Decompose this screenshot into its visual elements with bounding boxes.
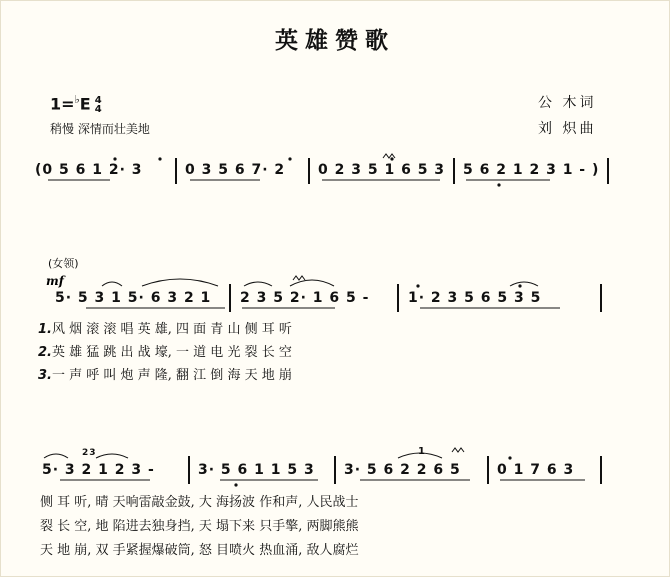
- high-dot: [508, 456, 511, 459]
- flat-sign: ♭: [74, 93, 80, 106]
- grace-note: 23: [82, 448, 97, 458]
- mordent-mark: [293, 276, 305, 280]
- mordent-mark: [452, 448, 464, 452]
- slur: [398, 453, 442, 458]
- composer-credit: 刘 炽曲: [538, 121, 597, 137]
- high-dot: [416, 284, 419, 287]
- lyricist-credit: 公 木词: [538, 95, 597, 111]
- line2-measure-2: 3· 5 6 1 1 5 3: [198, 462, 315, 478]
- voice-label: (女领): [48, 257, 79, 270]
- time-bottom: 4: [94, 103, 102, 115]
- intro-measure-2: 0 3 5 6 7· 2: [185, 162, 286, 178]
- line1-measure-2: 2 3 5 2· 1 6 5 -: [240, 290, 370, 306]
- slur: [142, 279, 218, 286]
- verse-2-line-1: 2.英 雄 猛 跳 出 战 壕, 一 道 电 光 裂 长 空: [38, 345, 292, 360]
- key-letter: E: [79, 94, 91, 114]
- verse-3-line-2: 天 地 崩, 双 手紧握爆破筒, 怒 目喷火 热血涌, 敌人腐烂: [40, 543, 359, 558]
- slur: [44, 454, 68, 458]
- high-dot: [113, 157, 116, 160]
- key-label: 1=: [50, 94, 75, 114]
- line2-measure-3: 3· 5 6 2 2 6 5: [344, 462, 461, 478]
- song-title: 英雄赞歌: [275, 27, 395, 54]
- slur: [244, 282, 272, 286]
- line1-measure-3: 1· 2 3 5 6 5 3 5: [408, 290, 542, 306]
- verse-3-line-1: 3.一 声 呼 叫 炮 声 隆, 翻 江 倒 海 天 地 崩: [38, 368, 292, 383]
- high-dot: [518, 284, 521, 287]
- intro-measure-1: (0 5 6 1 2· 3: [35, 162, 143, 178]
- verse-1-line-2: 侧 耳 听, 晴 天响雷敲金鼓, 大 海扬波 作和声, 人民战士: [40, 495, 359, 510]
- slur: [290, 280, 334, 286]
- line2-measure-4: 0 1 7 6 3: [497, 462, 575, 478]
- slur: [102, 282, 122, 286]
- line1-measure-1: 5· 5 3 1 5· 6 3 2 1: [55, 290, 212, 306]
- line2-measure-1: 5· 3 2 1 2 3 -: [42, 462, 155, 478]
- low-dot: [234, 483, 237, 486]
- grace-note: 1: [418, 446, 426, 457]
- high-dot: [390, 157, 393, 160]
- intro-measure-4: 5 6 2 1 2 3 1 - ): [463, 162, 600, 178]
- time-top: 4: [94, 94, 102, 106]
- low-dot: [497, 183, 500, 186]
- intro-measure-3: 0 2 3 5 1 6 5 3: [318, 162, 446, 178]
- mordent-mark: [383, 154, 395, 158]
- verse-1-line-1: 1.风 烟 滚 滚 唱 英 雄, 四 面 青 山 侧 耳 听: [38, 322, 292, 337]
- dynamic-mf: mf: [46, 274, 64, 288]
- high-dot: [158, 157, 161, 160]
- slur: [510, 282, 538, 286]
- tempo-marking: 稍慢 深情而壮美地: [50, 122, 150, 136]
- slur: [96, 454, 128, 458]
- verse-2-line-2: 裂 长 空, 地 陷进去独身挡, 天 塌下来 只手擎, 两脚熊熊: [40, 519, 359, 534]
- high-dot: [288, 157, 291, 160]
